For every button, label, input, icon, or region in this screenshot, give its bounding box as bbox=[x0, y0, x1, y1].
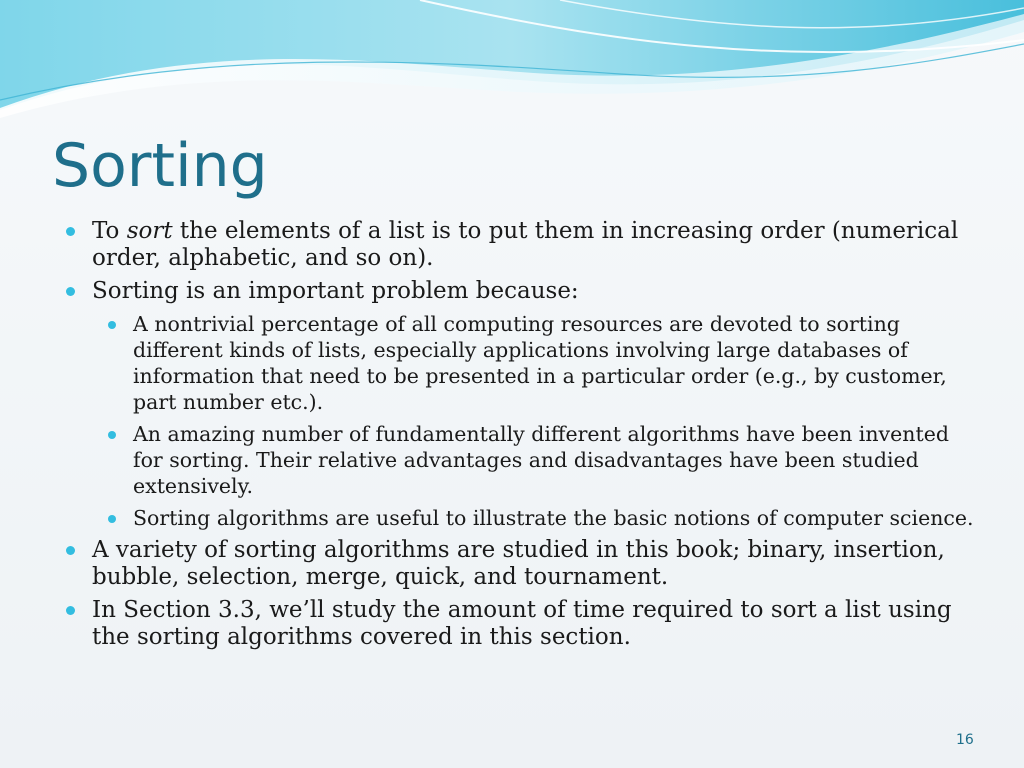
bullet-dot-icon bbox=[66, 546, 75, 555]
header-wave-decoration bbox=[0, 0, 1024, 130]
bullet-emphasis: sort bbox=[126, 218, 173, 244]
page-number: 16 bbox=[956, 732, 974, 748]
bullet-sort-definition bbox=[60, 218, 980, 272]
bullet-dot-icon bbox=[108, 515, 116, 523]
bullet-importance bbox=[60, 278, 980, 305]
bullet-variety bbox=[60, 537, 980, 591]
bullet-text: Sorting is an important problem because: bbox=[92, 278, 579, 304]
sub-bullet-illustration bbox=[101, 505, 980, 531]
sub-bullet-text: Sorting algorithms are useful to illustrate the basic notions of computer science. bbox=[133, 506, 974, 530]
bullet-text-suffix: the elements of a list is to put them in increasing order (numerical order, alphabetic, and so on). bbox=[92, 218, 959, 271]
bullet-section-3-3 bbox=[60, 597, 980, 651]
slide-title: Sorting bbox=[52, 131, 268, 201]
bullet-dot-icon bbox=[66, 606, 75, 615]
bullet-dot-icon bbox=[108, 431, 116, 439]
bullet-text: A variety of sorting algorithms are studied in this book; binary, insertion, bubble, selection, merge, quick, and tournament. bbox=[92, 537, 945, 590]
sub-bullet-resources bbox=[101, 311, 980, 415]
sub-bullet-algorithms bbox=[101, 421, 980, 499]
slide-body bbox=[60, 218, 980, 657]
sub-bullet-text: An amazing number of fundamentally different algorithms have been invented for sorting. Their relative advantages and disadvantages have been studied extensively. bbox=[133, 422, 949, 498]
sub-bullet-text: A nontrivial percentage of all computing resources are devoted to sorting different kinds of lists, especially applications involving large databases of information that need to be presented in a particular order (e.g., by customer, part number etc.). bbox=[133, 312, 947, 414]
bullet-text: In Section 3.3, we’ll study the amount of time required to sort a list using the sorting algorithms covered in this section. bbox=[92, 597, 952, 650]
bullet-dot-icon bbox=[108, 321, 116, 329]
bullet-text-prefix: To bbox=[92, 218, 127, 244]
bullet-dot-icon bbox=[66, 287, 75, 296]
bullet-dot-icon bbox=[66, 227, 75, 236]
